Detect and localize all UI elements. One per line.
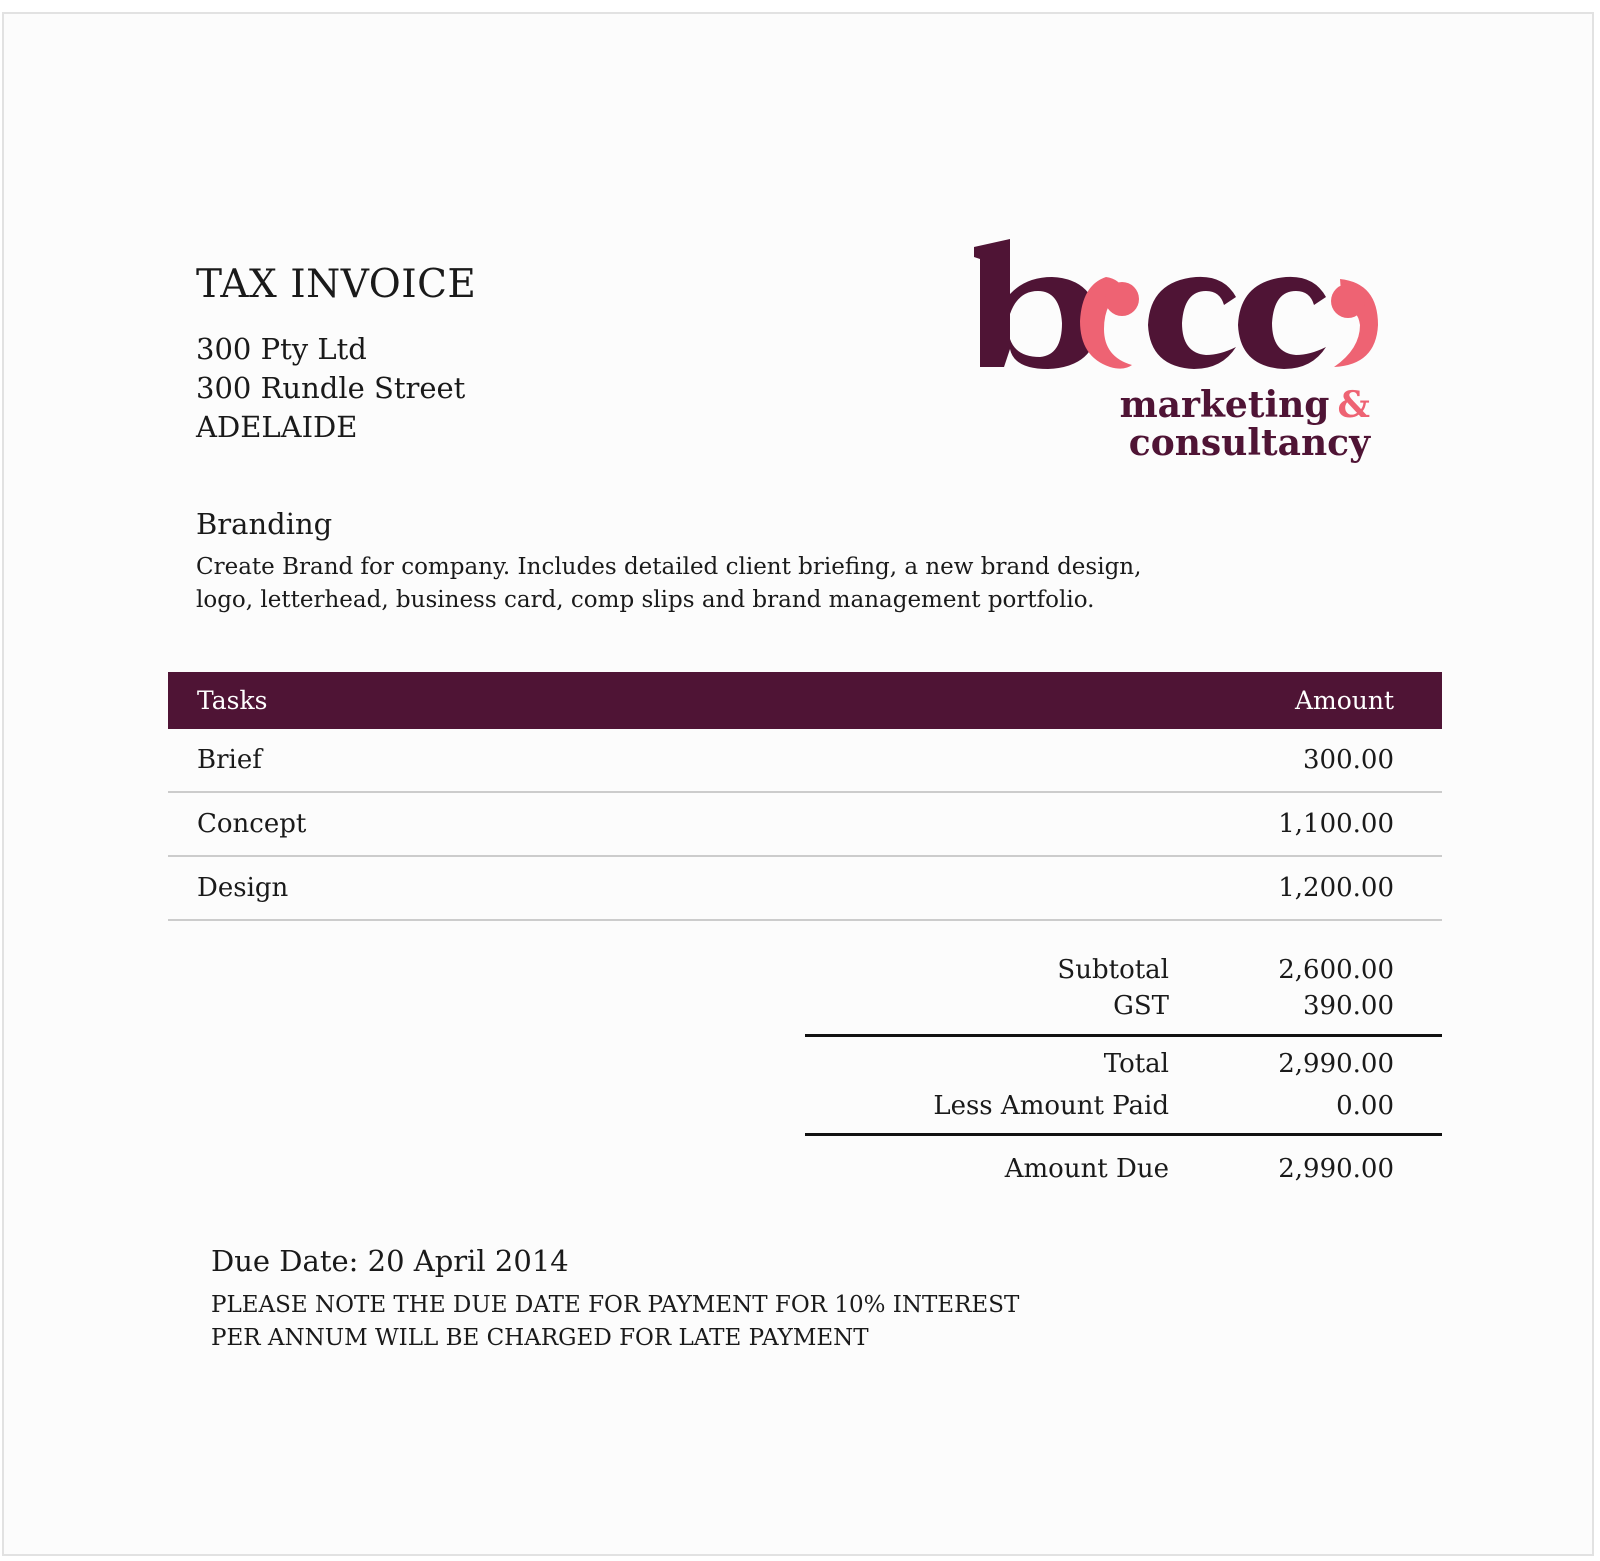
task-amount: 1,100.00 <box>1278 809 1394 839</box>
company-logo <box>974 239 1404 469</box>
payment-notice-line1: PLEASE NOTE THE DUE DATE FOR PAYMENT FOR 10% INTEREST <box>211 1292 1020 1318</box>
logo-letter-c2 <box>1238 277 1326 369</box>
total-label: Total <box>1103 1049 1169 1079</box>
gst-label: GST <box>1113 991 1169 1021</box>
logo-letter-b <box>974 239 1098 369</box>
header-amount: Amount <box>1294 686 1394 715</box>
amount-paid-value: 0.00 <box>1336 1091 1394 1121</box>
logo-tagline-line2: consultancy <box>1128 422 1370 464</box>
tasks-table-header <box>168 672 1442 729</box>
logo-tagline-line1 <box>1120 384 1370 426</box>
table-row <box>168 857 1442 921</box>
amount-paid-label: Less Amount Paid <box>933 1091 1169 1121</box>
address-line-city: ADELAIDE <box>196 410 358 444</box>
logo-wordmark-graphic <box>974 239 1404 379</box>
task-amount: 1,200.00 <box>1278 873 1394 903</box>
gst-row <box>805 988 1442 1024</box>
subtotal-label: Subtotal <box>1057 955 1169 985</box>
task-amount: 300.00 <box>1303 745 1394 775</box>
header-tasks: Tasks <box>197 686 268 715</box>
logo-letter-c1 <box>1148 277 1236 369</box>
subtotal-value: 2,600.00 <box>1278 955 1394 985</box>
tasks-table <box>168 672 1442 921</box>
table-row <box>168 729 1442 793</box>
total-value: 2,990.00 <box>1278 1049 1394 1079</box>
amount-due-value: 2,990.00 <box>1278 1154 1394 1184</box>
project-description: Create Brand for company. Includes detailed client briefing, a new brand design, logo, letterhead, business card, comp slips and brand management portfolio. <box>196 554 1142 613</box>
address-line-street: 300 Rundle Street <box>196 371 466 405</box>
subtotal-row <box>805 952 1442 988</box>
invoice-title: TAX INVOICE <box>196 262 477 307</box>
logo-tagline-marketing: marketing <box>1119 384 1330 426</box>
task-name: Brief <box>197 745 262 775</box>
due-date: Due Date: 20 April 2014 <box>211 1244 569 1278</box>
task-name: Concept <box>197 809 307 839</box>
address-line-company: 300 Pty Ltd <box>196 332 367 366</box>
gst-value: 390.00 <box>1303 991 1394 1021</box>
amount-paid-row <box>805 1087 1442 1125</box>
task-name: Design <box>197 873 289 903</box>
totals-block <box>805 952 1442 1196</box>
client-address <box>196 330 465 447</box>
payment-notice <box>211 1289 1111 1355</box>
invoice-page <box>2 12 1594 1556</box>
project-title: Branding <box>196 507 333 541</box>
amount-due-row <box>805 1136 1442 1196</box>
table-row <box>168 793 1442 857</box>
logo-tagline-ampersand: & <box>1337 384 1370 426</box>
total-row <box>805 1037 1442 1087</box>
amount-due-label: Amount Due <box>1004 1154 1169 1184</box>
payment-notice-line2: PER ANNUM WILL BE CHARGED FOR LATE PAYMENT <box>211 1325 869 1351</box>
